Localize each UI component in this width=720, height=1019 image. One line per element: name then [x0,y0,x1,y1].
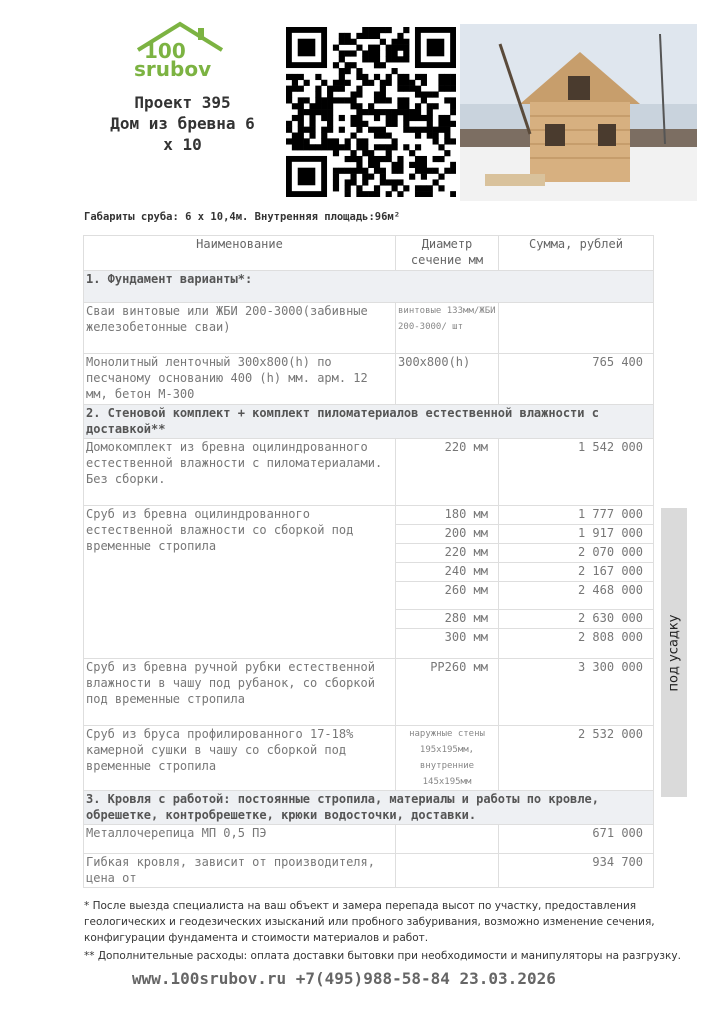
row-diameter: наружные стены 195x195мм, внутренние 145x195мм [396,726,499,791]
row-name: Металлочерепица МП 0,5 ПЭ [84,825,396,854]
section-roof: 3. Кровля с работой: постоянные стропила, материалы и работы по кровле, обрешетке, контробрешетке, крюки водосточки, доставки. [84,791,654,825]
project-size: x 10 [163,135,202,154]
table-row [84,439,654,506]
row-name: Сруб из бревна ручной рубки естественной влажности в чашу под рубанок, со сборкой под временные стропила [84,659,396,726]
table-row [84,659,654,726]
project-title [80,92,285,155]
row-sum [499,303,654,354]
logo-word: srubov [134,57,212,80]
row-sum: 2 167 000 [499,563,654,582]
row-sum: 3 300 000 [499,659,654,726]
house-photo [460,24,697,201]
row-sum: 2 630 000 [499,610,654,629]
project-name: Дом из бревна 6 [110,114,255,133]
row-sum: 671 000 [499,825,654,854]
table-row [84,726,654,791]
table-row [84,825,654,854]
row-diameter: 300x800(h) [396,354,499,405]
row-diameter: 240 мм [396,563,499,582]
table-row [84,506,654,525]
row-sum: 1 917 000 [499,525,654,544]
row-name: Сваи винтовые или ЖБИ 200-3000(забивные железобетонные сваи) [84,303,396,354]
table-header [84,236,654,271]
footnote-1: * После выезда специалиста на ваш объект и замера перепада высот по участку, предоставления геологических и геодезических изысканий или пробного забуривания, возможно изменение сечения, конфигурации фундамента и стоимости материалов и работ. [84,900,655,944]
section-foundation: 1. Фундамент варианты*: [84,271,654,303]
company-logo [128,20,228,80]
table-row [84,354,654,405]
header-name: Наименование [84,236,396,271]
row-diameter: 200 мм [396,525,499,544]
logo-number: 100 [144,39,186,63]
row-diameter: 180 мм [396,506,499,525]
row-sum: 2 070 000 [499,544,654,563]
row-name: Домокомплект из бревна оцилиндрованного естественной влажности с пиломатериалами. Без сборки. [84,439,396,506]
row-sum: 2 808 000 [499,629,654,659]
row-name: Гибкая кровля, зависит от производителя, цена от [84,854,396,888]
row-sum: 2 532 000 [499,726,654,791]
row-sum: 765 400 [499,354,654,405]
row-sum: 934 700 [499,854,654,888]
row-diameter: 280 мм [396,610,499,629]
qr-code [286,27,456,197]
row-name: Монолитный ленточный 300x800(h) по песчаному основанию 400 (h) мм. арм. 12 мм, бетон М-300 [84,354,396,405]
row-sum: 1 542 000 [499,439,654,506]
row-diameter: 220 мм [396,439,499,506]
row-diameter [396,854,499,888]
section-walls: 2. Стеновой комплект + комплект пиломатериалов естественной влажности с доставкой** [84,405,654,439]
header-sum: Сумма, рублей [499,236,654,271]
row-diameter: 220 мм [396,544,499,563]
shrinkage-label: под усадку [666,614,682,691]
row-name: Сруб из бревна оцилиндрованного естественной влажности со сборкой под временные стропила [84,506,396,659]
table-row [84,854,654,888]
row-diameter: 260 мм [396,582,499,610]
header-diameter: Диаметр сечение мм [396,236,499,271]
shrinkage-label-bar [661,508,687,797]
row-diameter: РР260 мм [396,659,499,726]
row-name: Сруб из бруса профилированного 17-18% камерной сушки в чашу со сборкой под временные стропила [84,726,396,791]
footer-contacts: www.100srubov.ru +7(495)988-58-84 23.03.2026 [132,969,556,988]
project-number: Проект 395 [134,93,231,112]
row-diameter: винтовые 133мм/ЖБИ 200-3000/ шт [396,303,499,354]
row-sum: 2 468 000 [499,582,654,610]
row-diameter: 300 мм [396,629,499,659]
table-row [84,303,654,354]
row-diameter [396,825,499,854]
row-sum: 1 777 000 [499,506,654,525]
footnote-2: ** Дополнительные расходы: оплата доставки бытовки при необходимости и манипуляторы на разгрузку. [84,950,681,962]
dimensions-text: Габариты сруба: 6 х 10,4м. Внутренняя площадь:96м² [84,211,401,223]
price-table [83,235,654,888]
